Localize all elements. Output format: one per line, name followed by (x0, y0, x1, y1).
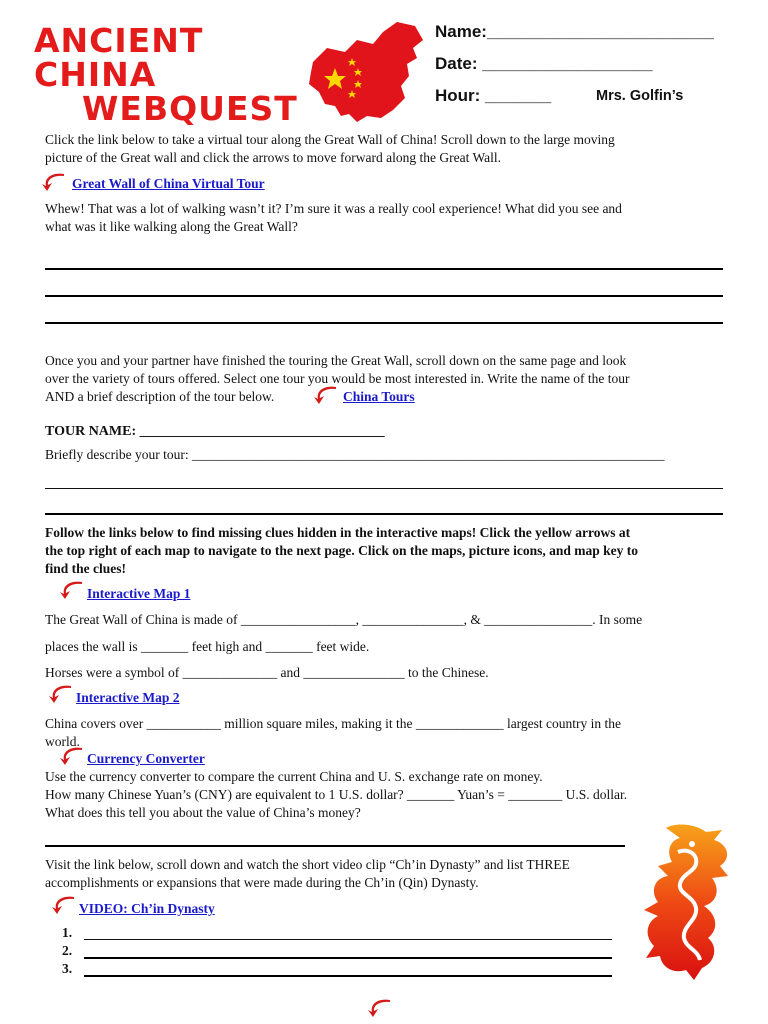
great-wall-tour-link[interactable]: Great Wall of China Virtual Tour (72, 176, 265, 191)
currency-line-2[interactable]: How many Chinese Yuan’s (CNY) are equivalent to 1 U.S. dollar? _______ Yuan’s = ________ U.S. dollar. (45, 787, 628, 802)
red-arrow-icon (47, 684, 73, 704)
s3-line-3: find the clues! (45, 561, 126, 576)
wall-size-question[interactable]: places the wall is _______ feet high and _______ feet wide. (45, 639, 370, 654)
s4-line-1: Visit the link below, scroll down and watch the short video clip “Ch’in Dynasty” and list THREE (45, 857, 570, 872)
accomplishment-line[interactable] (84, 939, 612, 940)
s1-question-2: what was it like walking along the Great Wall? (45, 219, 298, 234)
interactive-map-2-link[interactable]: Interactive Map 2 (76, 690, 180, 705)
currency-converter-link[interactable]: Currency Converter (87, 751, 205, 766)
currency-line-1: Use the currency converter to compare the current China and U. S. exchange rate on money. (45, 769, 543, 784)
answer-line[interactable] (45, 268, 723, 270)
video-chin-dynasty-link[interactable]: VIDEO: Ch’in Dynasty (79, 901, 215, 916)
wall-material-question[interactable]: The Great Wall of China is made of _________________, _______________, & ________________. In some (45, 612, 643, 627)
china-flag-map-icon (305, 18, 430, 126)
red-arrow-icon (312, 385, 338, 405)
s3-line-2: the top right of each map to navigate to the next page. Click on the maps, picture icons, and map key to (45, 543, 638, 558)
red-arrow-icon (58, 580, 84, 600)
s1-question-1: Whew! That was a lot of walking wasn’t it? I’m sure it was a really cool experience! What did you see and (45, 201, 622, 216)
s2-line-2: over the variety of tours offered. Select one tour you would be most interested in. Write the name of the tour (45, 371, 630, 386)
answer-line[interactable] (45, 488, 723, 489)
accomplishment-number: 1. (62, 925, 73, 940)
s3-line-1: Follow the links below to find missing clues hidden in the interactive maps! Click the yellow arrows at (45, 525, 631, 540)
red-arrow-icon (50, 895, 76, 915)
interactive-map-1-link[interactable]: Interactive Map 1 (87, 586, 191, 601)
describe-tour-field[interactable]: Briefly describe your tour: ______________________________________________________________________ (45, 447, 665, 462)
red-arrow-icon (58, 746, 84, 766)
accomplishment-number: 3. (62, 961, 73, 976)
title-ancient: ANCIENT (34, 21, 204, 60)
s2-line-1: Once you and your partner have finished the touring the Great Wall, scroll down on the same page and look (45, 353, 627, 368)
s4-line-2: accomplishments or expansions that were made during the Ch’in (Qin) Dynasty. (45, 875, 479, 890)
red-arrow-icon (366, 998, 392, 1018)
date-field[interactable]: Date: __________________ (435, 54, 653, 73)
answer-line[interactable] (45, 295, 723, 297)
teacher-name: Mrs. Golfin’s (596, 88, 684, 104)
answer-line[interactable] (45, 513, 723, 515)
tour-name-field[interactable]: TOUR NAME: ___________________________________ (45, 424, 385, 439)
answer-line[interactable] (45, 322, 723, 324)
accomplishment-line[interactable] (84, 975, 612, 977)
title-china: CHINA (34, 55, 157, 94)
title-webquest: WEBQUEST (82, 89, 298, 128)
s1-instructions-1: Click the link below to take a virtual tour along the Great Wall of China! Scroll down to the large moving (45, 132, 615, 147)
accomplishment-line[interactable] (84, 957, 612, 959)
answer-line[interactable] (45, 845, 625, 847)
hour-field[interactable]: Hour: _______ (435, 86, 552, 105)
red-arrow-icon (40, 172, 66, 192)
dragon-icon (636, 822, 734, 984)
horses-question[interactable]: Horses were a symbol of ______________ and _______________ to the Chinese. (45, 665, 489, 680)
china-size-question[interactable]: China covers over ___________ million square miles, making it the _____________ largest country in the (45, 716, 622, 731)
china-tours-link[interactable]: China Tours (343, 389, 415, 404)
currency-line-3: What does this tell you about the value of China’s money? (45, 805, 361, 820)
name-field[interactable]: Name:________________________ (435, 22, 714, 41)
accomplishment-number: 2. (62, 943, 73, 958)
s1-instructions-2: picture of the Great wall and click the arrows to move forward along the Great Wall. (45, 150, 501, 165)
s2-line-3: AND a brief description of the tour below. (45, 389, 275, 404)
china-size-question-end: world. (45, 734, 80, 749)
